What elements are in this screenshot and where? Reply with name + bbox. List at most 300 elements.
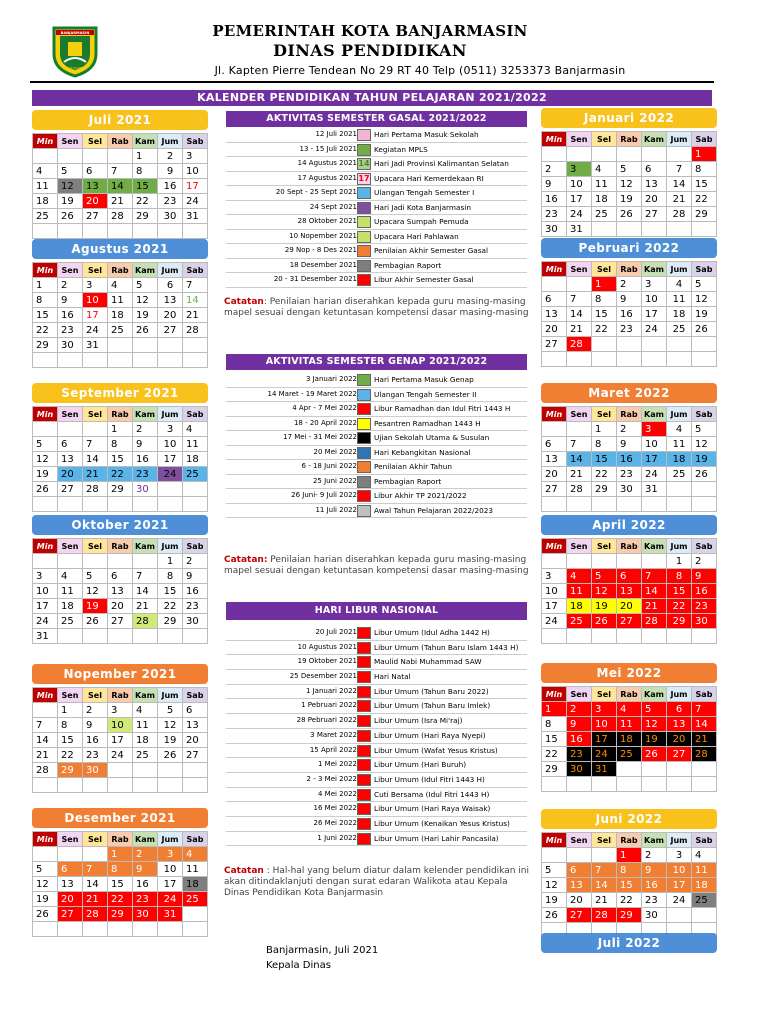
day-header: Sen [58,539,83,554]
color-swatch: 14 [358,159,370,168]
day-cell: 2 [542,162,567,177]
day-header: Jum [667,687,692,702]
gasal-activity-list [226,128,527,288]
day-header: Sel [592,262,617,277]
day-header: Min [542,539,567,554]
day-cell: 19 [692,452,717,467]
day-header: Kam [133,407,158,422]
day-cell [642,352,667,367]
day-cell [617,497,642,512]
activity-date: 20 Mei 2022 [313,447,357,456]
day-cell: 27 [58,482,83,497]
calendar-nopember-2021 [32,664,208,793]
day-cell: 5 [692,277,717,292]
day-header: Sab [183,134,208,149]
month-title: Nopember 2021 [32,664,208,684]
activity-date: 29 Nop - 8 Des 2021 [284,246,357,254]
day-cell: 23 [567,747,592,762]
day-cell: 26 [642,747,667,762]
activity-event: Upacara Hari Kemerdekaan RI [374,173,484,183]
day-cell [33,149,58,164]
day-cell [592,352,617,367]
logo-text-bottom: KAYUH BAIMBAI [64,67,86,70]
day-cell: 28 [33,763,58,778]
activity-row [226,244,527,259]
day-cell: 8 [692,162,717,177]
day-cell: 1 [33,278,58,293]
day-cell: 9 [133,437,158,452]
day-cell: 1 [592,277,617,292]
day-cell [133,554,158,569]
day-cell: 9 [58,293,83,308]
day-cell [158,778,183,793]
day-cell: 11 [33,179,58,194]
note-text: : Hal-hal yang belum diatur dalam kelender pendidikan ini akan ditindaklanjuti dengan surat edaran Walikota atau Kepala Dinas Pendidikan Kota Banjarmasin [224,866,530,898]
day-header: Sab [692,833,717,848]
day-cell: 23 [133,467,158,482]
day-cell [183,907,208,922]
day-cell: 9 [158,164,183,179]
color-swatch [357,505,371,517]
day-cell: 11 [667,437,692,452]
day-cell [567,352,592,367]
day-cell: 22 [667,599,692,614]
activity-date: 6 - 18 Juni 2022 [301,462,357,470]
color-swatch [357,187,371,199]
day-cell [567,422,592,437]
day-cell: 3 [183,149,208,164]
activity-event: Libur Umum (Hari Raya Nyepi) [374,730,486,740]
activity-row [226,143,527,158]
day-cell: 13 [158,293,183,308]
day-cell: 29 [108,482,133,497]
day-cell: 19 [617,192,642,207]
calendar-april-2022 [541,515,717,644]
day-cell: 18 [667,452,692,467]
day-cell: 19 [58,194,83,209]
day-header: Min [33,134,58,149]
day-cell [83,629,108,644]
day-cell [183,922,208,937]
day-cell [667,147,692,162]
color-swatch [357,461,371,473]
day-cell: 11 [567,584,592,599]
color-swatch [357,403,371,415]
day-cell: 9 [567,717,592,732]
day-cell: 31 [642,482,667,497]
activity-event: Penilaian Akhir Tahun [374,462,453,471]
day-cell: 20 [542,467,567,482]
day-cell [83,554,108,569]
day-cell: 25 [667,322,692,337]
day-cell: 5 [617,162,642,177]
day-cell: 3 [108,703,133,718]
day-cell: 14 [83,452,108,467]
activity-row [226,388,527,403]
day-cell [58,778,83,793]
day-cell: 11 [108,293,133,308]
day-cell: 23 [617,467,642,482]
day-cell [692,222,717,237]
day-cell [83,847,108,862]
day-cell: 26 [33,482,58,497]
day-cell: 16 [567,732,592,747]
day-cell: 28 [108,209,133,224]
day-cell [33,353,58,368]
day-cell [133,763,158,778]
day-cell: 7 [692,702,717,717]
color-swatch [357,490,371,502]
activity-event: Libur Umum (Hari Buruh) [374,760,467,770]
day-cell [642,629,667,644]
activity-event: Penilaian Akhir Semester Gasal [374,246,489,255]
day-cell: 28 [567,337,592,352]
day-cell: 29 [617,908,642,923]
activity-row [226,446,527,461]
month-title: Juni 2022 [541,809,717,829]
day-cell [542,554,567,569]
activity-event: Hari Jadi Kota Banjarmasin [374,202,471,212]
day-cell: 30 [83,763,108,778]
day-header: Sen [567,687,592,702]
day-cell [108,224,133,239]
activity-row [226,699,527,714]
day-cell: 25 [108,323,133,338]
day-cell: 4 [692,848,717,863]
day-cell: 18 [692,878,717,893]
day-cell: 21 [133,599,158,614]
calendar-juli-2021 [32,110,208,239]
day-cell: 24 [33,614,58,629]
activity-date: 24 Sept 2021 [309,202,357,211]
day-cell: 15 [592,307,617,322]
day-cell: 13 [183,718,208,733]
day-cell: 22 [592,322,617,337]
day-cell: 28 [642,614,667,629]
day-cell: 27 [108,614,133,629]
day-cell: 15 [108,877,133,892]
day-header: Rab [617,833,642,848]
day-cell: 4 [592,162,617,177]
day-cell [108,497,133,512]
day-cell: 25 [692,893,717,908]
day-cell [108,922,133,937]
header-department: DINAS PENDIDIKAN [273,41,467,60]
activity-row [226,670,527,685]
day-cell: 12 [158,718,183,733]
day-cell [567,848,592,863]
day-cell: 5 [83,569,108,584]
day-cell: 7 [592,863,617,878]
day-cell [133,353,158,368]
day-cell [617,222,642,237]
day-cell: 26 [83,614,108,629]
calendar-banner: KALENDER PENDIDIKAN TAHUN PELAJARAN 2021/2022 [32,90,712,106]
color-swatch [357,432,371,444]
day-cell: 1 [692,147,717,162]
day-cell: 14 [33,733,58,748]
header-divider [30,81,714,83]
day-cell [183,338,208,353]
day-cell: 16 [617,452,642,467]
day-cell [133,338,158,353]
day-cell [592,777,617,792]
day-cell: 28 [133,614,158,629]
day-cell: 21 [567,322,592,337]
day-cell: 21 [108,194,133,209]
day-cell: 3 [83,278,108,293]
color-swatch [357,476,371,488]
color-swatch [357,686,371,698]
day-cell: 20 [58,467,83,482]
calendar-desember-2021 [32,808,208,937]
day-cell: 22 [108,892,133,907]
day-cell: 20 [642,192,667,207]
day-cell: 8 [58,718,83,733]
day-cell [592,497,617,512]
day-cell: 8 [592,437,617,452]
day-cell: 20 [158,308,183,323]
day-cell [542,422,567,437]
day-cell: 2 [617,277,642,292]
day-cell [183,778,208,793]
day-cell [667,777,692,792]
activity-date: 19 Oktober 2021 [297,657,357,666]
day-cell [58,922,83,937]
day-cell [667,352,692,367]
day-cell: 25 [667,467,692,482]
day-header: Kam [642,833,667,848]
day-cell: 9 [617,437,642,452]
activity-event: Libur Umum (Idul Adha 1442 H) [374,628,490,637]
day-header: Kam [133,263,158,278]
day-cell: 4 [667,277,692,292]
day-cell [542,848,567,863]
day-cell: 15 [33,308,58,323]
activity-event: Libur Akhir TP 2021/2022 [374,491,467,500]
day-cell: 27 [667,747,692,762]
activity-row [226,489,527,504]
holiday-list [226,626,527,846]
color-swatch [357,389,371,401]
day-cell [83,922,108,937]
activity-row [226,802,527,817]
day-cell: 23 [133,892,158,907]
month-grid [541,538,717,644]
day-cell: 22 [542,747,567,762]
day-cell: 21 [667,192,692,207]
day-cell [83,422,108,437]
activity-row [226,259,527,274]
day-cell [83,778,108,793]
day-header: Min [542,262,567,277]
day-cell [617,554,642,569]
day-cell: 14 [567,452,592,467]
activity-date: 26 Juni- 9 Juli 2022 [291,491,357,499]
day-cell [592,629,617,644]
day-cell [58,497,83,512]
activity-event: Upacara Hari Pahlawan [374,231,459,241]
day-cell: 6 [542,292,567,307]
activity-row [226,431,527,446]
day-cell: 15 [542,732,567,747]
month-grid [32,406,208,512]
day-cell: 1 [592,422,617,437]
day-cell: 8 [33,293,58,308]
day-cell: 7 [108,164,133,179]
day-cell: 5 [542,863,567,878]
day-cell: 16 [642,878,667,893]
day-cell: 19 [33,467,58,482]
activity-date: 26 Mei 2022 [313,818,357,827]
day-cell: 29 [133,209,158,224]
day-cell: 12 [33,877,58,892]
activity-event: Hari Kebangkitan Nasional [374,447,471,457]
day-cell: 30 [158,209,183,224]
day-cell: 25 [592,207,617,222]
day-cell: 5 [158,703,183,718]
day-header: Min [542,132,567,147]
day-cell: 3 [642,277,667,292]
day-header: Sab [692,539,717,554]
day-cell: 8 [542,717,567,732]
day-header: Rab [617,407,642,422]
day-cell [567,497,592,512]
day-cell [58,847,83,862]
day-cell: 9 [133,862,158,877]
day-cell: 24 [158,892,183,907]
day-cell: 26 [617,207,642,222]
day-cell: 19 [542,893,567,908]
day-header: Jum [158,539,183,554]
day-cell: 3 [158,847,183,862]
day-cell [108,778,133,793]
activity-date: 3 Maret 2022 [310,730,357,739]
day-cell [158,763,183,778]
day-cell: 22 [692,192,717,207]
activity-date: 20 Juli 2021 [315,628,357,636]
day-cell: 22 [158,599,183,614]
day-cell: 26 [133,323,158,338]
activity-date: 4 Apr - 7 Mei 2022 [292,404,357,412]
day-cell: 2 [133,422,158,437]
day-cell [642,222,667,237]
activity-event: Libur Ramadhan dan Idul Fitri 1443 H [374,404,511,413]
calendar-maret-2022 [541,383,717,512]
day-cell: 15 [667,584,692,599]
activity-event: Ulangan Tengah Semester II [374,389,477,399]
day-cell: 24 [567,207,592,222]
day-cell [617,147,642,162]
activity-event: Awal Tahun Pelajaran 2022/2023 [374,505,494,515]
day-cell [667,762,692,777]
day-cell [58,629,83,644]
day-cell: 1 [542,702,567,717]
day-header: Sel [592,687,617,702]
logo-text-top: BANJARMASIN [60,31,90,35]
day-cell: 10 [83,293,108,308]
day-cell: 3 [542,569,567,584]
day-cell [133,922,158,937]
activity-date: 14 Maret - 19 Maret 2022 [267,389,357,398]
day-cell: 10 [642,437,667,452]
color-swatch [357,129,371,141]
day-cell: 1 [108,422,133,437]
day-cell: 1 [617,848,642,863]
day-cell: 19 [83,599,108,614]
day-cell: 31 [33,629,58,644]
day-cell: 15 [592,452,617,467]
day-header: Kam [133,688,158,703]
day-cell: 19 [133,308,158,323]
day-cell: 26 [158,748,183,763]
day-header: Sab [692,687,717,702]
day-cell [542,777,567,792]
day-cell [667,222,692,237]
day-cell: 11 [183,862,208,877]
day-cell [133,778,158,793]
day-cell: 6 [158,278,183,293]
day-cell [58,422,83,437]
day-cell [58,224,83,239]
day-cell: 23 [642,893,667,908]
month-grid [32,831,208,937]
day-cell: 25 [567,614,592,629]
day-cell: 14 [642,584,667,599]
day-header: Rab [108,407,133,422]
day-cell: 19 [592,599,617,614]
day-cell: 31 [567,222,592,237]
day-cell: 18 [617,732,642,747]
activity-date: 17 Agustus 2021 [297,173,357,182]
activity-date: 18 Desember 2021 [289,260,357,269]
day-cell: 17 [158,877,183,892]
day-header: Min [542,833,567,848]
activity-row [226,685,527,700]
day-cell: 2 [58,278,83,293]
day-cell: 4 [133,703,158,718]
day-cell: 9 [183,569,208,584]
day-header: Sab [183,832,208,847]
day-cell [133,497,158,512]
day-header: Kam [133,832,158,847]
day-cell [33,703,58,718]
day-cell [617,777,642,792]
day-cell: 5 [33,437,58,452]
day-cell: 30 [567,762,592,777]
activity-row [226,273,527,288]
day-cell: 24 [642,322,667,337]
color-swatch [357,833,371,845]
day-cell: 15 [692,177,717,192]
day-cell: 12 [617,177,642,192]
day-cell: 6 [83,164,108,179]
day-cell: 14 [567,307,592,322]
day-cell: 21 [83,892,108,907]
day-cell: 17 [642,452,667,467]
day-cell: 14 [108,179,133,194]
header-government: PEMERINTAH KOTA BANJARMASIN [212,22,528,40]
color-swatch [357,656,371,668]
activity-row [226,417,527,432]
day-cell: 16 [692,584,717,599]
day-cell: 31 [592,762,617,777]
day-header: Jum [667,539,692,554]
day-header: Sen [567,262,592,277]
activity-event: Libur Umum (Tahun Baru 2022) [374,686,489,696]
day-cell: 8 [158,569,183,584]
activity-date: 1 Januari 2022 [305,686,357,695]
